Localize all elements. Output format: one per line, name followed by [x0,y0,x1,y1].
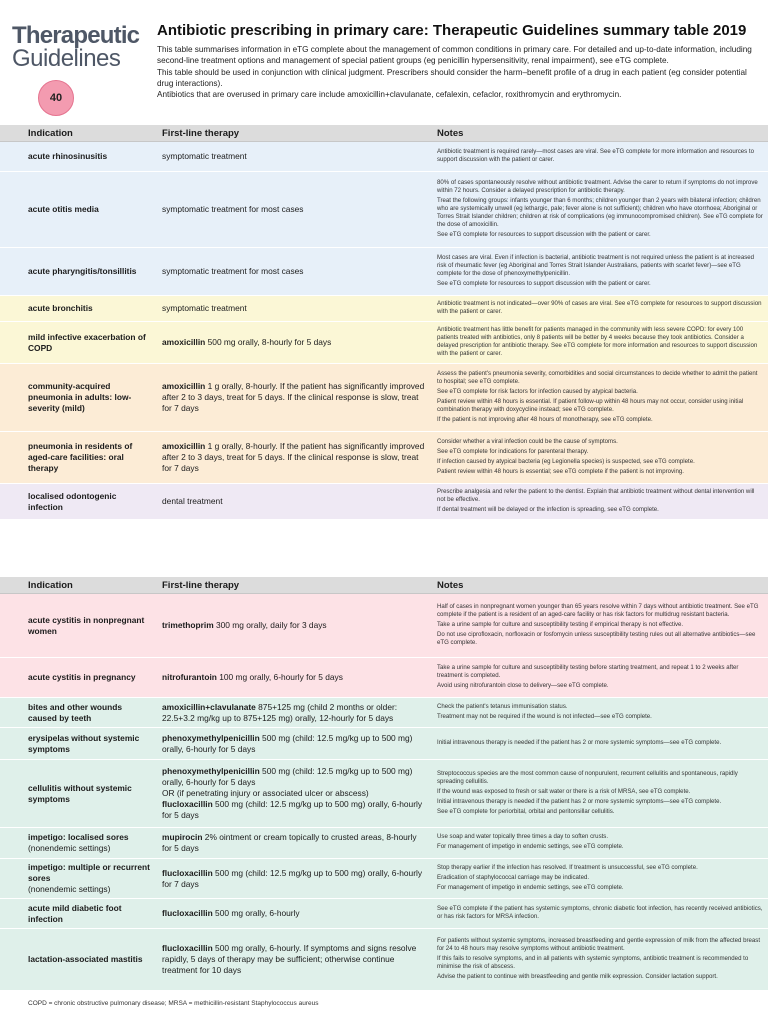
table-row [0,322,768,364]
indication-cell: acute rhinosinusitis [0,142,157,172]
note: If this fails to resolve symptoms, and in all patients with systemic symptoms, antibiotic treatment is recommended to minimise the risk of abscess. [437,954,749,970]
table-row [0,364,768,432]
note: Advise the patient to continue with breastfeeding and gentle milk expression. Consider lactation support. [437,972,718,980]
notes-cell [432,172,768,248]
indication-cell: acute cystitis in pregnancy [0,658,157,698]
dose-text: 500 mg (child: 12.5 mg/kg up to 500 mg) orally, 6-hourly for 7 days [162,867,423,889]
note: Antibiotic treatment has little benefit for patients managed in the community with less severe COPD: for every 100 patients treated with antibiotics, only 8 patients will be better by 4 weeks because they took antibiotics. Consider a delayed prescription for antibiotic therapy. See eTG complete for more information and resources to support discussion with the patient or carer. [437,325,758,357]
dose-text: 2% ointment or cream topically to crusted areas, 8-hourly for 5 days [162,832,417,853]
note: Consider whether a viral infection could be the cause of symptoms. [437,437,618,445]
note: Antibiotic treatment is required rarely—most cases are viral. See eTG complete for more information and resources to support discussion with the patient or carer. [437,147,755,163]
drug-name: amoxicillin [162,381,206,391]
indication-cell: acute cystitis in nonpregnant women [0,594,157,658]
note: For management of impetigo in endemic settings, see eTG complete. [437,883,624,891]
note: Eradication of staphylococcal carriage may be indicated. [437,873,590,881]
table-row [0,484,768,520]
note: Treatment may not be required if the wound is not infected—see eTG complete. [437,712,652,720]
notes-cell [432,728,768,760]
note: See eTG complete for periorbital, orbital and peritonsillar cellulitis. [437,807,615,815]
therapy-cell [157,432,432,484]
therapy-cell: symptomatic treatment for most cases [157,172,432,248]
drug-name: mupirocin [162,832,203,842]
dose-text-2: 500 mg (child: 12.5 mg/kg up to 500 mg) orally, 6-hourly for 5 days [162,799,423,820]
therapy-cell [157,728,432,760]
table-row [0,760,768,828]
table-row [0,594,768,658]
note: Stop therapy earlier if the infection has resolved. If treatment is unsuccessful, see eTG complete. [437,863,698,871]
therapy-cell [157,364,432,432]
therapy-cell [157,899,432,929]
page-title: Antibiotic prescribing in primary care: Therapeutic Guidelines summary table 2019 [157,22,747,39]
intro-paragraph-3: Antibiotics that are overused in primary care include amoxicillin+clavulanate, cefalexin, cefaclor, roxithromycin and erythromycin. [157,90,622,100]
table-row [0,929,768,991]
dose-text: 500 mg orally, 8-hourly for 5 days [205,337,332,347]
header-first-line: First-line therapy [157,577,432,594]
header-notes: Notes [432,125,768,142]
therapy-cell: dental treatment [157,484,432,520]
drug-name: flucloxacillin [162,943,213,953]
table-row [0,172,768,248]
table-header-row [0,125,768,142]
note: Avoid using nitrofurantoin close to delivery—see eTG complete. [437,681,609,689]
drug-name: amoxicillin+clavulanate [162,701,256,712]
note: If the patient is not improving after 48 hours of monotherapy, see eTG complete. [437,415,653,423]
summary-table-2 [0,577,768,991]
indication-qualifier: (nonendemic settings) [28,843,111,853]
dose-text: 500 mg orally, 6-hourly [212,908,300,918]
note: For management of impetigo in endemic settings, see eTG complete. [437,843,624,850]
therapy-cell [157,760,432,828]
therapy-cell [157,859,432,899]
indication-cell: bites and other wounds caused by teeth [0,698,157,728]
drug-name: flucloxacillin [162,867,213,878]
notes-cell [432,828,768,859]
note: See eTG complete for indications for parenteral therapy. [437,447,589,455]
notes-cell [432,899,768,929]
note: Use soap and water topically three times a day to soften crusts. [437,833,609,840]
table-row [0,432,768,484]
indication-cell: localised odontogenic infection [0,484,157,520]
header-first-line: First-line therapy [157,125,432,142]
drug-name: nitrofurantoin [162,672,217,682]
note: See eTG complete if the patient has systemic symptoms, chronic diabetic foot infection, has recently received antibiotics, or has risk factors for MRSA infection. [437,904,763,920]
note: Treat the following groups: infants younger than 6 months; children younger than 2 years with bilateral infection; children who are systemically unwell (eg lethargic, pale; fever alone is not sufficient); children who have otorrhoea; Aboriginal or Torres Strait Islander children; children at risk of complications (eg immunocompromised children). See eTG complete for the dose of amoxicillin. [437,196,763,228]
therapy-cell [157,698,432,728]
notes-cell [432,594,768,658]
notes-cell [432,322,768,364]
indication-cell [0,828,157,859]
notes-cell [432,364,768,432]
indication-label: impetigo: multiple or recurrent sores [28,862,150,883]
table-row [0,899,768,929]
note: 80% of cases spontaneously resolve without antibiotic treatment. Advise the carer to return if symptoms do not improve within 72 hours. Consider a delayed prescription for antibiotic therapy. [437,178,758,194]
notes-cell [432,432,768,484]
header-notes: Notes [432,577,768,594]
table-row [0,698,768,728]
table-row [0,248,768,296]
dose-text: 500 mg (child: 12.5 mg/kg up to 500 mg) orally, 6-hourly for 5 days [162,732,413,754]
note: Patient review within 48 hours is essential; see eTG complete if the patient is not improving. [437,467,684,475]
table-row [0,828,768,859]
note: Half of cases in nonpregnant women younger than 65 years resolve within 7 days without antibiotic treatment. See eTG complete if the patient is a resident of an aged-care facility or has risk factors for multidrug resistant bacteria. [437,602,759,618]
dose-text: 100 mg orally, 6-hourly for 5 days [216,672,343,682]
intro-paragraph-2: This table should be used in conjunction with clinical judgment. Prescribers should consider the harm–benefit profile of a drug in each patient (eg consider potential drug interactions). [157,67,747,88]
note: If infection caused by atypical bacteria (eg Legionella species) is suspected, see eTG complete. [437,457,695,465]
header-indication: Indication [0,125,157,142]
drug-name: trimethoprim [162,620,214,630]
therapeutic-guidelines-logo [12,24,142,71]
therapy-cell [157,828,432,859]
anniversary-badge [38,80,74,116]
indication-cell: acute mild diabetic foot infection [0,899,157,929]
note: If dental treatment will be delayed or the infection is spreading, see eTG complete. [437,505,659,513]
indication-qualifier: (nonendemic settings) [28,884,111,894]
intro-text [157,44,757,100]
note: Antibiotic treatment is not indicated—over 90% of cases are viral. See eTG complete for resources to support discussion with the patient or carer. [437,299,762,315]
notes-cell [432,698,768,728]
notes-cell [432,484,768,520]
dose-text: 1 g orally, 8-hourly. If the patient has significantly improved after 2 to 3 days, treat for 5 days. If the clinical response is slow, treat for 7 days [162,381,425,413]
logo-line-1: Therapeutic [12,22,140,49]
indication-cell: community-acquired pneumonia in adults: low-severity (mild) [0,364,157,432]
therapy-cell [157,929,432,991]
table-row [0,142,768,172]
therapy-cell [157,322,432,364]
indication-cell: acute pharyngitis/tonsillitis [0,248,157,296]
note: Take a urine sample for culture and susceptibility testing before starting treatment, and repeat 1 to 2 weeks after treatment is completed. [437,663,739,679]
notes-cell [432,859,768,899]
note: Prescribe analgesia and refer the patient to the dentist. Explain that antibiotic treatment without dental intervention will not be effective. [437,487,755,503]
summary-table-1 [0,125,768,520]
indication-cell: cellulitis without systemic symptoms [0,760,157,828]
notes-cell [432,929,768,991]
therapy-cell: symptomatic treatment [157,296,432,322]
note: Streptococcus species are the most common cause of nonpurulent, recurrent cellulitis and spontaneous, rapidly spreading cellulitis. [437,769,738,785]
notes-cell [432,142,768,172]
note: Take a urine sample for culture and susceptibility testing if empirical therapy is not effective. [437,620,684,628]
abbreviations-footnote: COPD = chronic obstructive pulmonary disease; MRSA = methicillin-resistant Staphylococcus aureus [28,1000,319,1007]
note: Assess the patient's pneumonia severity, comorbidities and social circumstances to decide whether to admit the patient to hospital; see eTG complete. [437,369,758,385]
therapy-cell: symptomatic treatment for most cases [157,248,432,296]
dose-text: 300 mg orally, daily for 3 days [213,620,327,630]
note: Initial intravenous therapy is needed if the patient has 2 or more systemic symptoms—see eTG complete. [437,738,722,746]
drug-name: phenoxymethylpenicillin [162,766,260,776]
indication-cell [0,859,157,899]
table-row [0,296,768,322]
alternative-text: OR (if penetrating injury or associated ulcer or abscess) [162,788,369,798]
dose-text: 875+125 mg (child 2 months or older: 22.5+3.2 mg/kg up to 875+125 mg) orally, 12-hourly for 5 days [162,701,398,723]
indication-cell: erysipelas without systemic symptoms [0,728,157,760]
intro-paragraph-1: This table summarises information in eTG complete about the management of common conditions in primary care. For detailed and up-to-date information, including second-line treatment options and management of special patient groups (eg penicillin hypersensitivity, renal impairment), see eTG complete. [157,45,752,66]
note: See eTG complete for resources to support discussion with the patient or carer. [437,230,651,238]
notes-cell [432,296,768,322]
drug-name: phenoxymethylpenicillin [162,732,260,743]
therapy-cell [157,658,432,698]
dose-text: 500 mg (child: 12.5 mg/kg up to 500 mg) orally, 6-hourly for 5 days [162,766,413,787]
notes-cell [432,760,768,828]
note: See eTG complete for risk factors for infection caused by atypical bacteria. [437,387,638,395]
indication-label: impetigo: localised sores [28,832,129,842]
drug-name: amoxicillin [162,441,206,451]
dose-text: 1 g orally, 8-hourly. If the patient has significantly improved after 2 to 3 days, treat for 5 days. If the clinical response is slow, treat for 7 days [162,441,425,473]
note: Most cases are viral. Even if infection is bacterial, antibiotic treatment is not required unless the patient is at increased risk of rheumatic fever (eg Aboriginal and Torres Strait Islander Australians, patients with scarlet fever)—see eTG complete for the dose of phenoxymethylpenicillin. [437,253,755,277]
header-indication: Indication [0,577,157,594]
note: Do not use ciprofloxacin, norfloxacin or fosfomycin unless susceptibility testing rules out all alternative antibiotics—see eTG complete. [437,630,756,646]
note: For patients without systemic symptoms, increased breastfeeding and gentle expression of milk from the affected breast for 24 to 48 hours may resolve symptoms without antibiotic treatment. [437,936,761,952]
indication-cell: pneumonia in residents of aged-care facilities: oral therapy [0,432,157,484]
table-row [0,658,768,698]
drug-name: amoxicillin [162,337,206,347]
drug-name: flucloxacillin [162,908,213,918]
drug-name-2: flucloxacillin [162,799,213,809]
dose-text: 500 mg orally, 6-hourly. If symptoms and signs resolve rapidly, 5 days of therapy may be sufficient; otherwise continue treatment for 10 days [162,943,417,975]
indication-cell: acute bronchitis [0,296,157,322]
note: Initial intravenous therapy is needed if the patient has 2 or more systemic symptoms—see eTG complete. [437,797,722,805]
table-row [0,728,768,760]
indication-cell: acute otitis media [0,172,157,248]
indication-cell: lactation-associated mastitis [0,929,157,991]
table-header-row [0,577,768,594]
table-row [0,859,768,899]
logo-line-2: Guidelines [12,45,121,72]
therapy-cell [157,594,432,658]
note: See eTG complete for resources to support discussion with the patient or carer. [437,279,651,287]
note: If the wound was exposed to fresh or salt water or there is a risk of MRSA, see eTG complete. [437,787,691,795]
notes-cell [432,248,768,296]
notes-cell [432,658,768,698]
badge-number: 40 [49,92,63,104]
therapy-cell: symptomatic treatment [157,142,432,172]
note: Check the patient's tetanus immunisation status. [437,702,568,710]
indication-cell: mild infective exacerbation of COPD [0,322,157,364]
note: Patient review within 48 hours is essential. If patient follow-up within 48 hours may not occur, consider using initial combination therapy with doxycycline instead; see eTG complete. [437,397,744,413]
